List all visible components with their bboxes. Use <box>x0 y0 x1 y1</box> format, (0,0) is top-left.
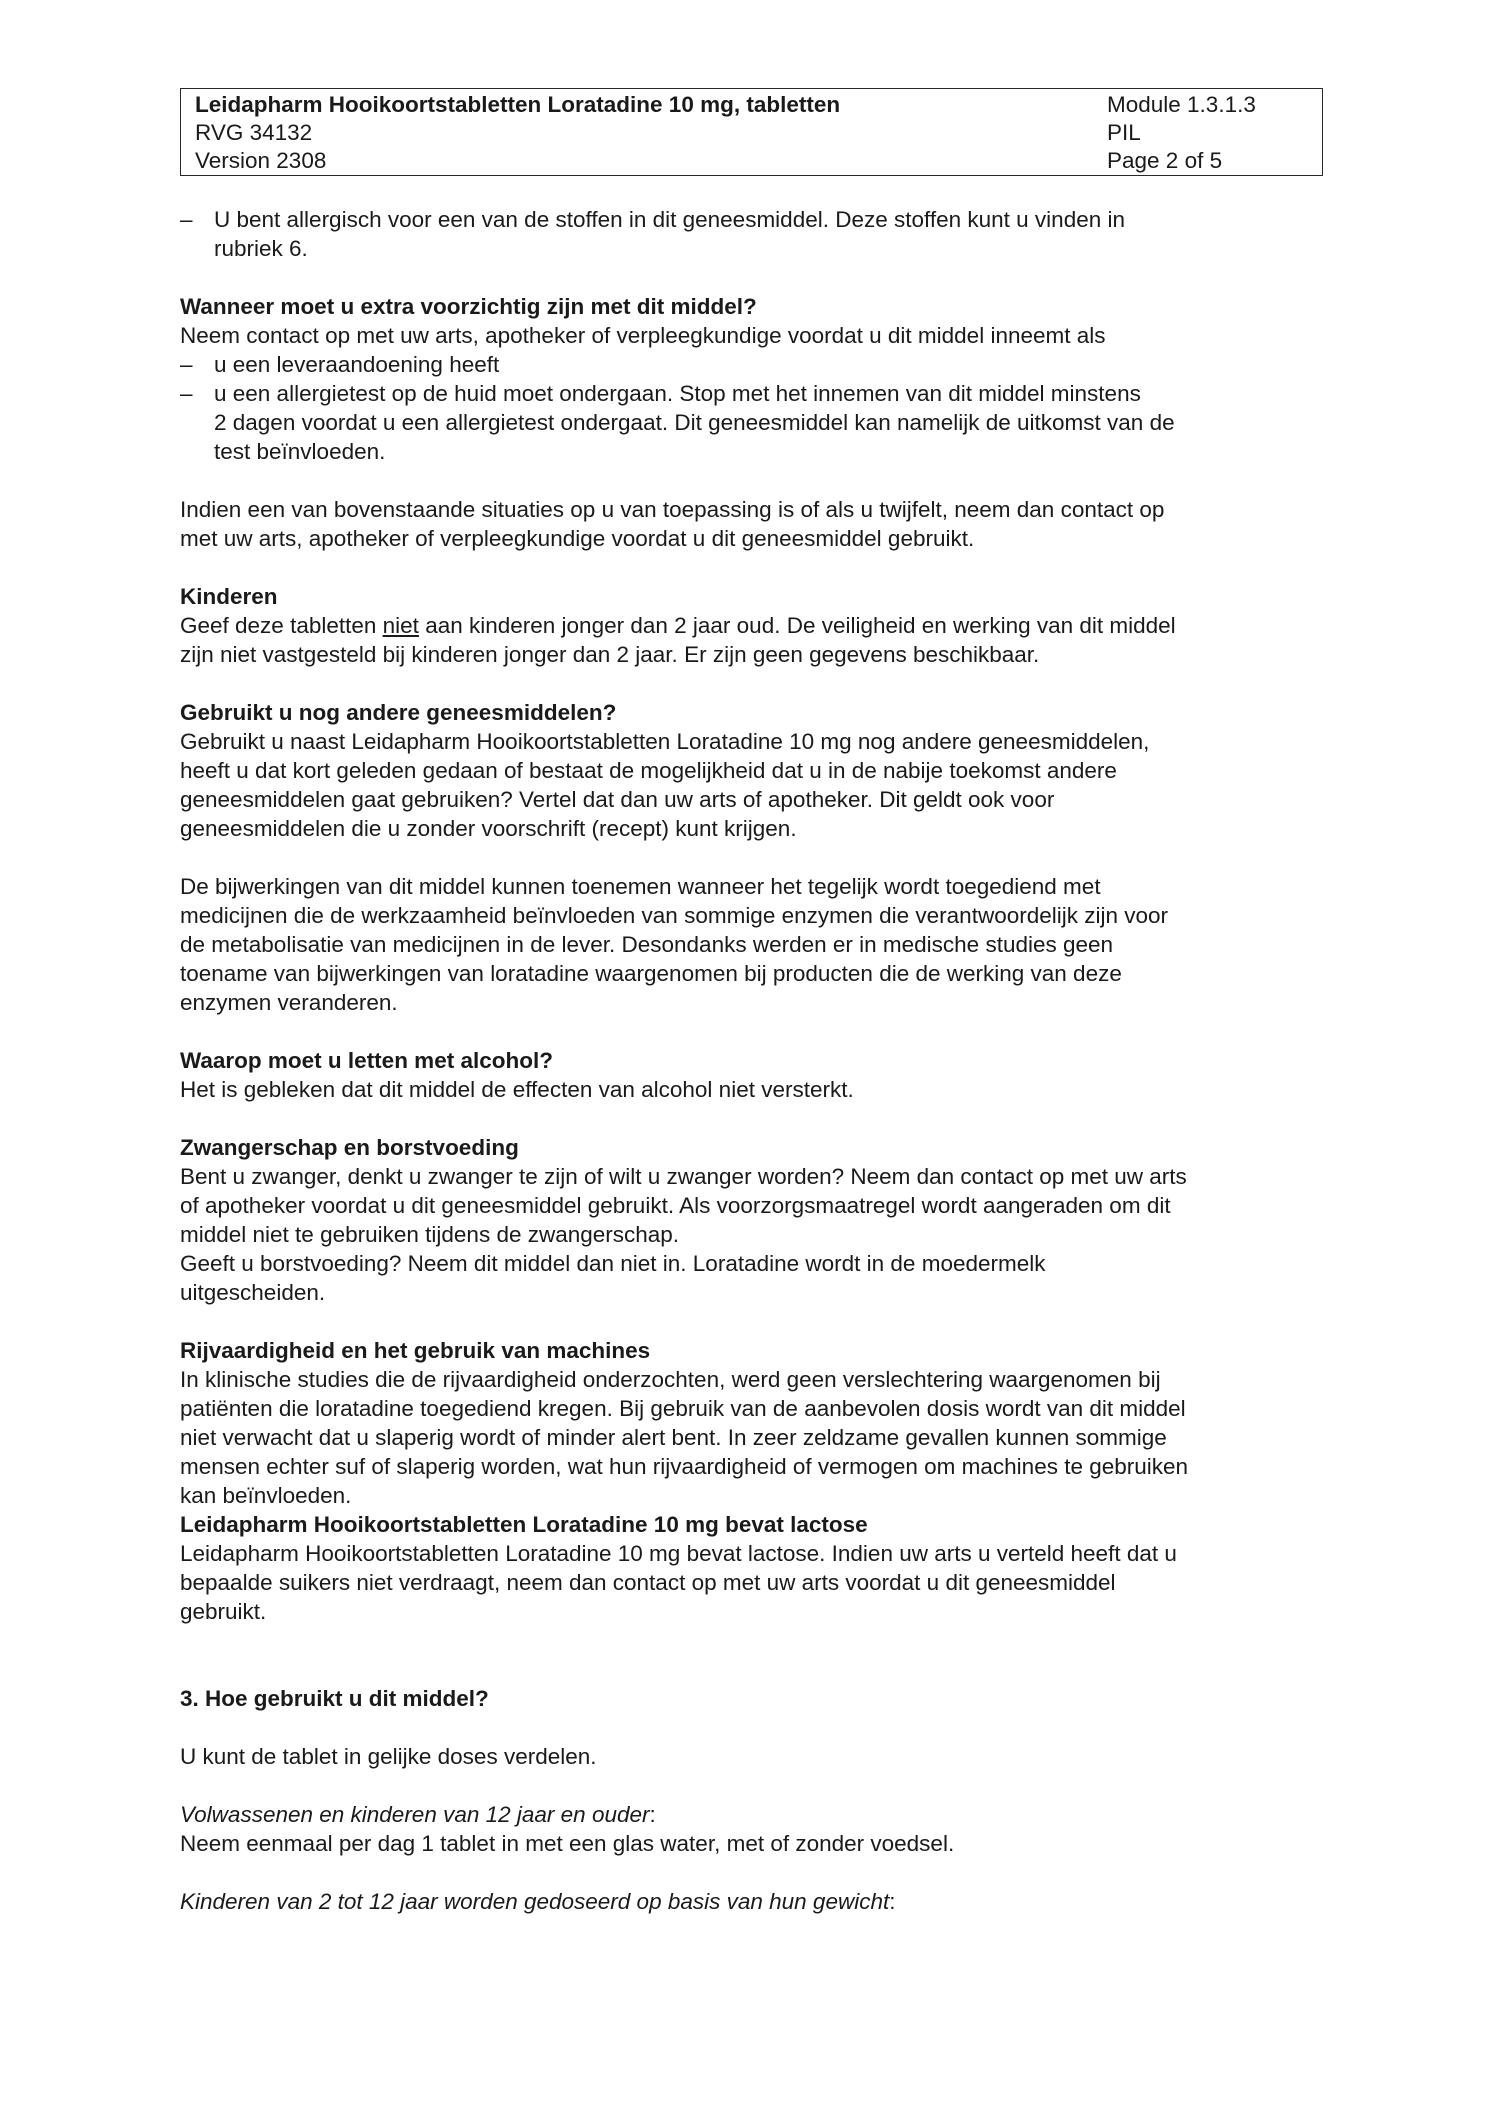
section-heading-caution: Wanneer moet u extra voorzichtig zijn met dit middel? <box>180 294 757 319</box>
text-line: patiënten die loratadine toegediend kregen. Bij gebruik van de aanbevolen dosis wordt van dit middel <box>180 1396 1186 1421</box>
dash-marker: – <box>180 352 193 377</box>
header-right <box>1107 91 1256 175</box>
text-line: Indien een van bovenstaande situaties op u van toepassing is of als u twijfelt, neem dan contact op <box>180 497 1165 522</box>
text-line: medicijnen die de werkzaamheid beïnvloeden van sommige enzymen die verantwoordelijk zijn voor <box>180 903 1169 928</box>
text-line: u een leveraandoening heeft <box>214 352 500 377</box>
text-line: toename van bijwerkingen van loratadine waargenomen bij producten die de werking van deze <box>180 961 1122 986</box>
section-heading-alcohol: Waarop moet u letten met alcohol? <box>180 1048 553 1073</box>
document-body <box>180 205 1315 1916</box>
section-heading-other-medicines: Gebruikt u nog andere geneesmiddelen? <box>180 700 617 725</box>
pil-label: PIL <box>1107 120 1141 145</box>
text-line: de metabolisatie van medicijnen in de lever. Desondanks werden er in medische studies geen <box>180 932 1114 957</box>
module-label: Module 1.3.1.3 <box>1107 92 1256 117</box>
section-heading-children: Kinderen <box>180 584 278 609</box>
text-line: Het is gebleken dat dit middel de effecten van alcohol niet versterkt. <box>180 1077 854 1102</box>
text-line: geneesmiddelen die u zonder voorschrift (recept) kunt krijgen. <box>180 816 797 841</box>
text-line: middel niet te gebruiken tijdens de zwangerschap. <box>180 1222 680 1247</box>
text-line: enzymen veranderen. <box>180 990 398 1015</box>
text-line <box>180 1887 1315 1916</box>
page-number: Page 2 of 5 <box>1107 148 1223 173</box>
colon: : <box>889 1889 896 1914</box>
text-line: In klinische studies die de rijvaardigheid onderzochten, werd geen verslechtering waargenomen bij <box>180 1367 1161 1392</box>
section-heading-pregnancy: Zwangerschap en borstvoeding <box>180 1135 519 1160</box>
header-left <box>195 91 840 175</box>
text-line: De bijwerkingen van dit middel kunnen toenemen wanneer het tegelijk wordt toegediend met <box>180 874 1101 899</box>
version-label: Version 2308 <box>195 148 327 173</box>
text-line: Geeft u borstvoeding? Neem dit middel dan niet in. Loratadine wordt in de moedermelk <box>180 1251 1046 1276</box>
caution-list-item <box>180 379 1315 466</box>
text-line: Gebruikt u naast Leidapharm Hooikoortstabletten Loratadine 10 mg nog andere geneesmiddelen, <box>180 729 1150 754</box>
text-span: Geef deze tabletten <box>180 613 383 638</box>
text-line <box>180 1800 1315 1829</box>
allergy-list-item <box>180 205 1315 263</box>
text-line: kan beïnvloeden. <box>180 1483 352 1508</box>
text-line: zijn niet vastgesteld bij kinderen jonger dan 2 jaar. Er zijn geen gegevens beschikbaar. <box>180 642 1040 667</box>
text-line: Neem contact op met uw arts, apotheker of verpleegkundige voordat u dit middel inneemt als <box>180 323 1106 348</box>
document-header <box>180 88 1323 176</box>
text-line: U bent allergisch voor een van de stoffen in dit geneesmiddel. Deze stoffen kunt u vinden in <box>214 207 1125 232</box>
section-heading-driving: Rijvaardigheid en het gebruik van machines <box>180 1338 651 1363</box>
dash-marker: – <box>180 381 193 406</box>
text-line: Neem eenmaal per dag 1 tablet in met een glas water, met of zonder voedsel. <box>180 1831 955 1856</box>
text-line: geneesmiddelen gaat gebruiken? Vertel dat dan uw arts of apotheker. Dit geldt ook voor <box>180 787 1055 812</box>
section-heading-lactose: Leidapharm Hooikoortstabletten Loratadine 10 mg bevat lactose <box>180 1512 868 1537</box>
text-span: aan kinderen jonger dan 2 jaar oud. De veiligheid en werking van dit middel <box>418 613 1176 638</box>
text-line: of apotheker voordat u dit geneesmiddel gebruikt. Als voorzorgsmaatregel wordt aangeraden om dit <box>180 1193 1171 1218</box>
caution-list-item <box>180 350 1315 379</box>
text-line: 2 dagen voordat u een allergietest ondergaat. Dit geneesmiddel kan namelijk de uitkomst van de <box>214 410 1175 435</box>
text-line: Bent u zwanger, denkt u zwanger te zijn of wilt u zwanger worden? Neem dan contact op met uw arts <box>180 1164 1187 1189</box>
text-line: gebruikt. <box>180 1599 267 1624</box>
colon: : <box>649 1802 656 1827</box>
text-line <box>180 611 1315 640</box>
underlined-word: niet <box>382 613 419 638</box>
text-line: heeft u dat kort geleden gedaan of bestaat de mogelijkheid dat u in de nabije toekomst andere <box>180 758 1117 783</box>
dash-marker: – <box>180 207 193 232</box>
section-heading-usage: 3. Hoe gebruikt u dit middel? <box>180 1686 489 1711</box>
text-line: Leidapharm Hooikoortstabletten Loratadine 10 mg bevat lactose. Indien uw arts u verteld heeft dat u <box>180 1541 1177 1566</box>
text-line: niet verwacht dat u slaperig wordt of minder alert bent. In zeer zeldzame gevallen kunnen sommige <box>180 1425 1167 1450</box>
italic-label: Volwassenen en kinderen van 12 jaar en ouder <box>180 1802 650 1827</box>
product-title: Leidapharm Hooikoortstabletten Loratadine 10 mg, tabletten <box>195 92 841 117</box>
text-line: bepaalde suikers niet verdraagt, neem dan contact op met uw arts voordat u dit geneesmiddel <box>180 1570 1116 1595</box>
rvg-number: RVG 34132 <box>195 120 313 145</box>
italic-label: Kinderen van 2 tot 12 jaar worden gedoseerd op basis van hun gewicht <box>180 1889 890 1914</box>
text-line: rubriek 6. <box>214 236 308 261</box>
text-line: mensen echter suf of slaperig worden, wat hun rijvaardigheid of vermogen om machines te gebruiken <box>180 1454 1189 1479</box>
text-line: U kunt de tablet in gelijke doses verdelen. <box>180 1744 597 1769</box>
text-line: u een allergietest op de huid moet ondergaan. Stop met het innemen van dit middel minstens <box>214 381 1141 406</box>
text-line: met uw arts, apotheker of verpleegkundige voordat u dit geneesmiddel gebruikt. <box>180 526 975 551</box>
text-line: test beïnvloeden. <box>214 439 386 464</box>
text-line: uitgescheiden. <box>180 1280 326 1305</box>
